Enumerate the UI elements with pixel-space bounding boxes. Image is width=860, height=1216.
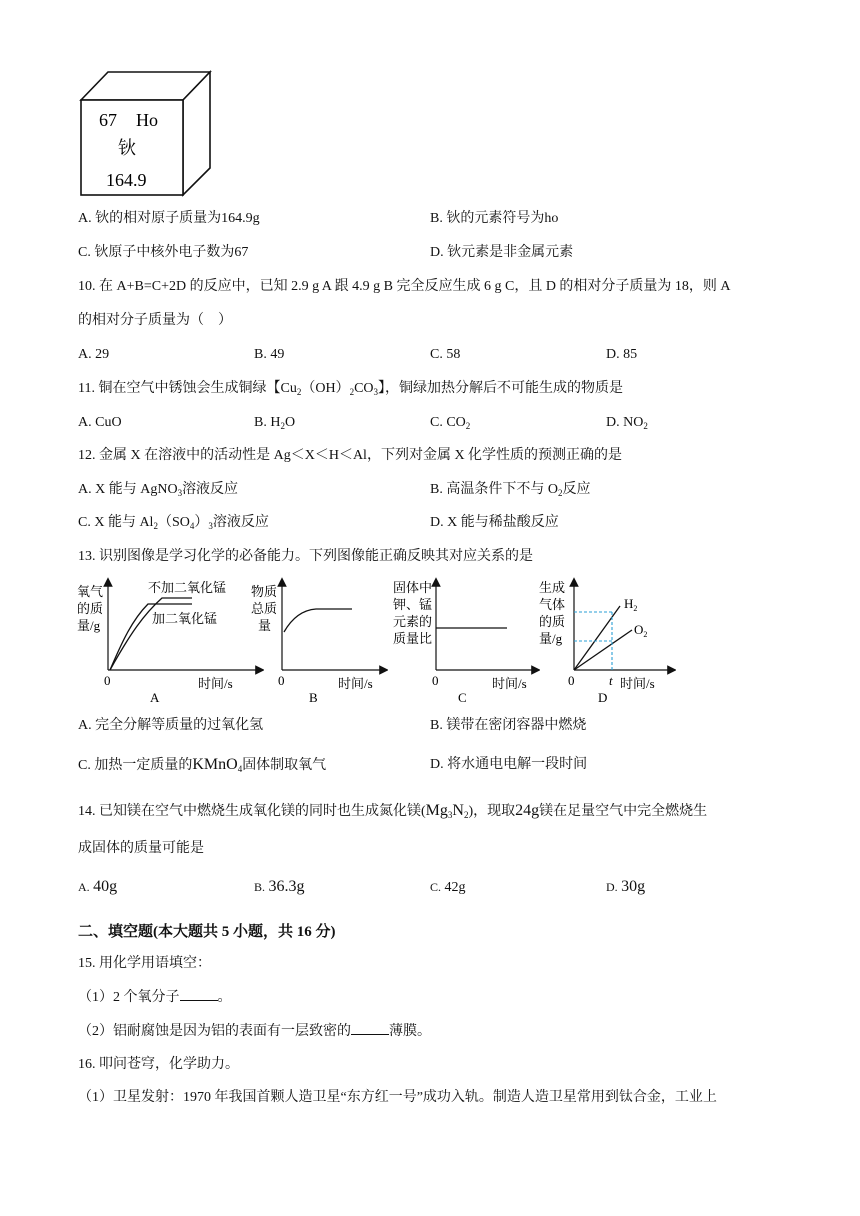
q12-option-b[interactable]: B. 高温条件下不与 $O_2$反应 xyxy=(430,482,591,498)
q13-option-b[interactable]: B. 镁带在密闭容器中燃烧 xyxy=(430,718,587,733)
graph-c-ylabel-1: 固体中 xyxy=(393,580,433,595)
graph-d-h2-label: $H_2$ xyxy=(624,596,638,613)
graph-b-ylabel-2: 总质 xyxy=(251,601,278,616)
q11-option-a[interactable]: A. CuO xyxy=(78,415,122,430)
section-heading: 二、填空题(本大题共 5 小题，共 16 分) xyxy=(78,924,336,940)
q15-stem: 15. 用化学用语填空： xyxy=(78,956,211,971)
graph-d-ylabel-1: 生成 xyxy=(539,580,566,595)
graph-d-o2-label: $O_2$ xyxy=(634,622,648,639)
graph-a xyxy=(74,576,264,704)
q9-option-c[interactable]: C. 钬原子中核外电子数为67 xyxy=(78,245,249,260)
q14-option-a[interactable]: A. 40g xyxy=(78,878,118,895)
q15-blank-2[interactable] xyxy=(351,1022,389,1035)
graph-d-ylabel-4: 量/g xyxy=(539,631,563,646)
q12-stem: 12. 金属 X 在溶液中的活动性是 Ag＜X＜H＜Al，下列对金属 X 化学性质的预测正确的是 xyxy=(78,448,623,463)
q10-option-c[interactable]: C. 58 xyxy=(430,347,461,362)
graph-a-tag: A xyxy=(150,690,160,704)
graph-c xyxy=(390,576,540,704)
atomic-number: 67 xyxy=(99,110,117,130)
q9-option-d[interactable]: D. 钬元素是非金属元素 xyxy=(430,245,574,260)
q13-option-d[interactable]: D. 将水通电电解一段时间 xyxy=(430,757,588,772)
q14-option-b[interactable]: B. 36.3g xyxy=(254,878,305,895)
graph-a-ylabel-1: 氧气 xyxy=(77,584,104,599)
q14-option-d[interactable]: D. 30g xyxy=(606,878,646,895)
q16-part1: （1）卫星发射：1970 年我国首颗人造卫星“东方红一号”成功入轨。制造人造卫星常用到钛合金，工业上 xyxy=(78,1090,717,1105)
graph-a-curve1-label: 不加二氧化锰 xyxy=(148,580,227,595)
q15-part2: （2）铝耐腐蚀是因为铝的表面有一层致密的 薄膜。 xyxy=(78,1024,431,1039)
q14-option-c[interactable]: C. 42g xyxy=(430,880,466,895)
graph-d-tick: t xyxy=(609,673,613,688)
graph-c-tag: C xyxy=(458,690,467,704)
graph-a-xlabel: 时间/s xyxy=(198,676,233,691)
graph-c-xlabel: 时间/s xyxy=(492,676,527,691)
q16-stem: 16. 叩问苍穹，化学助力。 xyxy=(78,1057,239,1072)
q12-option-c[interactable]: C. X 能与 $Al_2(SO_4)_3$溶液反应 xyxy=(78,515,269,531)
q10-stem-line2: 的相对分子质量为（ ） xyxy=(78,313,232,328)
q10-option-d[interactable]: D. 85 xyxy=(606,347,638,362)
q15-blank-1[interactable] xyxy=(180,988,218,1001)
q11-option-d[interactable]: D. $NO_2$ xyxy=(606,415,648,431)
q14-stem-line2: 成固体的质量可能是 xyxy=(78,841,204,856)
graph-b xyxy=(248,576,388,704)
q15-part1: （1）2 个氧分子 。 xyxy=(78,990,232,1005)
graph-b-xlabel: 时间/s xyxy=(338,676,373,691)
graph-a-ylabel-3: 量/g xyxy=(77,618,101,633)
graph-d-origin: 0 xyxy=(568,673,575,688)
graph-a-origin: 0 xyxy=(104,673,111,688)
q11-stem: 11. 铜在空气中锈蚀会生成铜绿【$Cu_2(OH)_2CO_3$】，铜绿加热分解后不可能生成的物质是 xyxy=(78,381,624,397)
q14-stem-line1: 14. 已知镁在空气中燃烧生成氧化镁的同时也生成氮化镁$(Mg_3N_2)$，现取24g镁在足量空气中完全燃烧生 xyxy=(78,802,708,820)
q10-option-b[interactable]: B. 49 xyxy=(254,347,285,362)
q12-option-a[interactable]: A. X 能与 AgNO$_3$溶液反应 xyxy=(78,482,239,498)
graph-a-curve2-label: 加二氧化锰 xyxy=(152,611,218,626)
graph-c-ylabel-2: 钾、锰 xyxy=(393,597,433,612)
q12-option-d[interactable]: D. X 能与稀盐酸反应 xyxy=(430,515,559,530)
graph-c-ylabel-3: 元素的 xyxy=(393,614,433,629)
element-name: 钬 xyxy=(118,138,136,158)
q10-stem-line1: 10. 在 A+B=C+2D 的反应中，已知 2.9 g A 跟 4.9 g B 完全反应生成 6 g C，且 D 的相对分子质量为 18，则 A xyxy=(78,279,731,294)
q9-option-a[interactable]: A. 钬的相对原子质量为164.9g xyxy=(78,211,260,226)
graph-b-origin: 0 xyxy=(278,673,285,688)
graph-a-ylabel-2: 的质 xyxy=(77,601,104,616)
graph-d-xlabel: 时间/s xyxy=(620,676,655,691)
q11-option-b[interactable]: B. $H_2O$ xyxy=(254,415,296,431)
q9-option-b[interactable]: B. 钬的元素符号为ho xyxy=(430,211,559,226)
q10-option-a[interactable]: A. 29 xyxy=(78,347,110,362)
graph-d-ylabel-3: 的质 xyxy=(539,614,566,629)
graph-d xyxy=(536,576,676,704)
q13-option-a[interactable]: A. 完全分解等质量的过氧化氢 xyxy=(78,718,264,733)
q11-option-c[interactable]: C. $CO_2$ xyxy=(430,415,471,431)
graph-d-tag: D xyxy=(598,690,608,704)
q13-stem: 13. 识别图像是学习化学的必备能力。下列图像能正确反映其对应关系的是 xyxy=(78,549,533,564)
q13-option-c[interactable]: C. 加热一定质量的KMnO$_4$固体制取氧气 xyxy=(78,756,327,774)
atomic-mass: 164.9 xyxy=(106,170,147,190)
graph-b-tag: B xyxy=(309,690,318,704)
graph-d-ylabel-2: 气体 xyxy=(539,597,566,612)
graph-b-ylabel-3: 量 xyxy=(258,618,272,633)
graph-c-ylabel-4: 质量比 xyxy=(393,631,433,646)
element-symbol: Ho xyxy=(136,110,158,130)
graph-b-ylabel-1: 物质 xyxy=(251,584,278,599)
element-card xyxy=(78,68,214,198)
graph-c-origin: 0 xyxy=(432,673,439,688)
